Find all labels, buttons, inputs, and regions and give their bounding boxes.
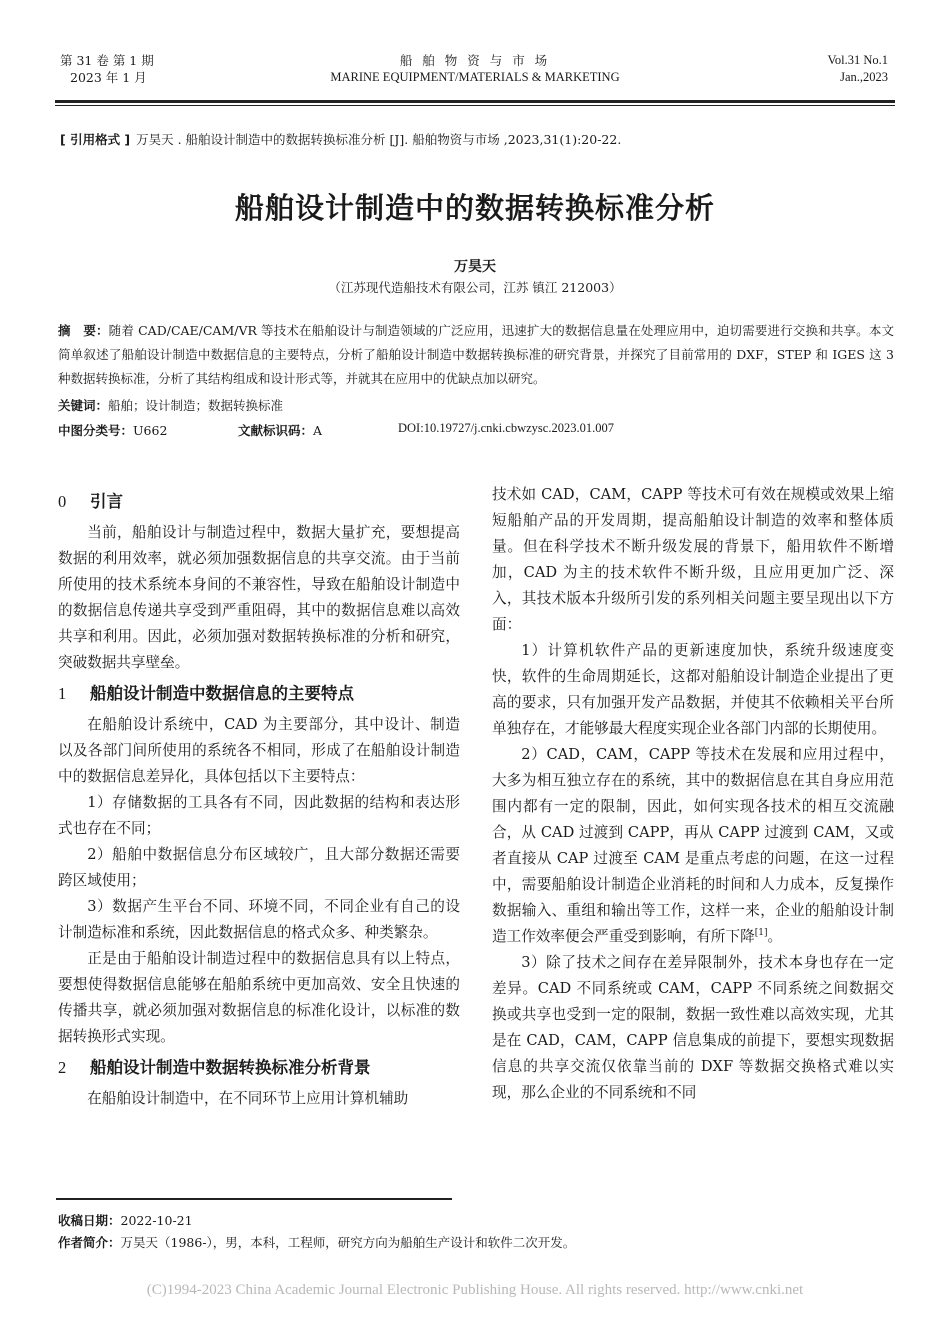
volume-issue: 第 31 卷 第 1 期 [60,53,154,68]
document-code [238,421,322,439]
section-heading-1 [58,676,460,712]
journal-name-en: MARINE EQUIPMENT/MATERIALS & MARKETING [330,70,620,84]
author-affiliation: （江苏现代造船技术有限公司，江苏 镇江 212003） [328,280,622,295]
header-rule-thin [55,105,895,106]
bio-label: 作者简介： [58,1235,121,1250]
clc-value: U662 [133,423,168,438]
list-item: 3）除了技术之间存在差异限制外，技术本身也存在一定差异。CAD 不同系统或 CAM，CAPP 不同系统之间数据交换或共享也受到一定的限制，数据一致性难以高效实现，尤其是在 CAD，CAM，CAPP 信息集成的前提下，要想实现数据信息的共享交流仅依靠当前的 DXF 等数据交换格式难以实现，那么企业的不同系统和不同 [492,954,894,1101]
section-title: 船舶设计制造中数据转换标准分析背景 [90,1058,371,1077]
section-number: 2 [58,1058,67,1077]
paragraph: 在船舶设计系统中，CAD 为主要部分，其中设计、制造以及各部门间所使用的系统各不相同，形成了在船舶设计制造中的数据信息差异化，具体包括以下主要特点： [58,716,460,785]
running-header-journal [250,52,700,86]
author-bio [58,1233,575,1251]
running-header-right [827,52,888,86]
publication-date-en: Jan.,2023 [840,70,888,84]
journal-name-cn: 船 舶 物 资 与 市 场 [399,53,551,68]
paragraph: 技术如 CAD，CAM，CAPP 等技术可有效在规模或效果上缩短船舶产品的开发周期，提高船舶设计制造的效率和整体质量。但在科学技术不断升级发展的背景下，船用软件不断增加，CAD 为主的技术软件不断升级，且应用更加广泛、深入，其技术版本升级所引发的系列相关问题主要呈现出以下方面： [492,486,894,633]
footnote-rule [56,1198,452,1200]
list-item: 1）计算机软件产品的更新速度加快，系统升级速度变快，软件的生命周期延长，这都对船舶设计制造企业提出了更高的要求，只有加强开发产品数据，并使其不依赖相关平台所单独存在，才能够最大程度实现企业各部门内部的长期使用。 [492,642,894,737]
list-item: 3）数据产生平台不同、环境不同，不同企业有自己的设计制造标准和系统，因此数据信息的格式众多、种类繁杂。 [58,898,460,941]
abstract-label: 摘 要： [58,323,109,338]
list-item-end: 。 [767,928,783,945]
body-right-column [492,482,894,1106]
copyright-notice: (C)1994-2023 China Academic Journal Electronic Publishing House. All rights reserved. http://www.cnki.net [146,1282,804,1298]
running-header-left [60,52,154,86]
section-number: 0 [58,492,67,511]
clc-label: 中图分类号： [58,423,134,438]
paper-title: 船舶设计制造中的数据转换标准分析 [234,191,715,225]
author-name: 万昊天 [454,259,496,275]
list-item: 2）船舶中数据信息分布区域较广，且大部分数据还需要跨区域使用； [58,846,460,889]
citation-tag: [ 引用格式 ] [60,132,131,147]
bio-text: 万昊天（1986-），男，本科，工程师，研究方向为船舶生产设计和软件二次开发。 [120,1235,576,1250]
keywords-text: 船舶；设计制造；数据转换标准 [108,398,284,413]
list-item [492,742,894,950]
section-title: 船舶设计制造中数据信息的主要特点 [90,684,354,703]
section-title: 引言 [90,492,123,511]
body-left-column [58,484,460,1112]
received-value: 2022-10-21 [120,1213,193,1228]
section-number: 1 [58,684,67,703]
abstract-text: 随着 CAD/CAE/CAM/VR 等技术在船舶设计与制造领域的广泛应用，迅速扩大的数据信息量在处理应用中，迫切需要进行交换和共享。本文简单叙述了船舶设计制造中数据信息的主要特点，分析了船舶设计制造中数据转换标准的研究背景，并探究了目前常用的 DXF，STEP 和 IGES 这 3 种数据转换标准，分析了其结构组成和设计形式等，并就其在应用中的优缺点加以研究。 [58,323,894,386]
reference-marker[interactable]: [1] [754,928,768,939]
paragraph: 正是由于船舶设计制造过程中的数据信息具有以上特点，要想使得数据信息能够在船舶系统中更加高效、安全且快速的传播共享，就必须加强对数据信息的标准化设计，以标准的数据转换形式实现。 [58,950,460,1045]
abstract [58,319,894,391]
section-heading-0 [58,484,460,520]
list-item: 1）存储数据的工具各有不同，因此数据的结构和表达形式也存在不同； [58,794,460,837]
paragraph: 在船舶设计制造中，在不同环节上应用计算机辅助 [87,1090,409,1107]
doc-code-label: 文献标识码： [238,423,314,438]
keywords-label: 关键词： [58,398,109,413]
doc-code-value: A [313,423,323,438]
citation-text: 万昊天 . 船舶设计制造中的数据转换标准分析 [J]. 船舶物资与市场 ,2023,31(1):20-22. [136,132,622,147]
section-heading-2 [58,1050,460,1086]
list-item-text: 2）CAD，CAM，CAPP 等技术在发展和应用过程中，大多为相互独立存在的系统，其中的数据信息在其自身应用范围内都有一定的限制，因此，如何实现各技术的相互交流融合，从 CAD 过渡到 CAPP，再从 CAPP 过渡到 CAM，又或者直接从 CAP 过渡至 CAM 是重点考虑的问题，在这一过程中，需要船舶设计制造企业消耗的时间和人力成本，反复操作数据输入、重组和输出等工作，这样一来，企业的船舶设计制造工作效率便会严重受到影响，有所下降 [492,746,894,945]
paragraph: 当前，船舶设计与制造过程中，数据大量扩充，要想提高数据的利用效率，就必须加强数据信息的共享交流。由于当前所使用的技术系统本身间的不兼容性，导致在船舶设计制造中的数据信息传递共享受到严重阻碍，其中的数据信息难以高效共享和利用。因此，必须加强对数据转换标准的分析和研究，突破数据共享壁垒。 [58,524,460,671]
header-rule-thick [55,100,895,103]
keywords [58,396,283,414]
clc-number [58,421,167,439]
received-date [58,1211,193,1229]
received-label: 收稿日期： [58,1213,121,1228]
doi: DOI:10.19727/j.cnki.cbwzysc.2023.01.007 [398,421,614,435]
publication-date: 2023 年 1 月 [70,70,147,85]
volume-issue-en: Vol.31 No.1 [827,53,888,67]
citation-format [60,130,621,148]
